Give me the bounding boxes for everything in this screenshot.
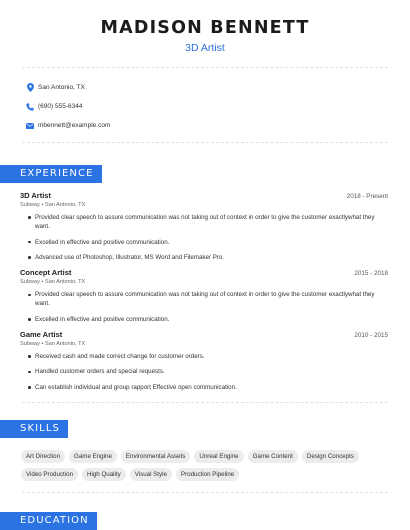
job-bullets	[20, 352, 388, 392]
job-bullet: Handled customer orders and special requests.	[28, 367, 388, 376]
job-dates: 2010 - 2015	[354, 332, 388, 340]
contact-email	[22, 116, 410, 135]
candidate-name: MADISON BENNETT	[100, 18, 310, 38]
education-heading: EDUCATION	[0, 512, 97, 530]
job-bullet: Provided clear speech to assure communication was not taking out of context in order to give the customer exactlywhat they want.	[28, 213, 388, 232]
skill-chip: Game Content	[248, 450, 298, 463]
job-header	[20, 268, 388, 277]
job-header	[20, 191, 388, 200]
candidate-role: 3D Artist	[185, 42, 225, 54]
job-header	[20, 330, 388, 339]
job-title: 3D Artist	[20, 191, 51, 200]
skill-chip: Game Engine	[69, 450, 117, 463]
phone-icon	[22, 103, 38, 111]
skill-chip: Visual Style	[130, 468, 172, 481]
contact-list	[0, 68, 410, 135]
email-icon	[22, 123, 38, 129]
job-bullet: Advanced use of Photoshop, Illustrator, MS Word and Filemaker Pro.	[28, 253, 388, 262]
job-title: Game Artist	[20, 330, 63, 340]
skill-chip: Production Pipeline	[176, 468, 239, 481]
job-bullet: Excelled in effective and positive communication.	[28, 315, 388, 324]
job-employer: Subway • San Antonio, TX	[20, 279, 86, 286]
skill-chip: Art Direction	[21, 450, 65, 463]
job-title: Concept Artist	[20, 268, 72, 278]
experience-heading: EXPERIENCE	[0, 165, 102, 183]
skills-heading-wrap	[0, 418, 410, 438]
skill-chip: Design Concepts	[302, 450, 359, 463]
job-bullet: Can establish individual and group rapport Effective open communication.	[28, 383, 388, 392]
skill-chip: High Quality	[82, 468, 126, 481]
contact-phone-text: (690) 555-6344	[38, 103, 83, 110]
experience-section	[0, 191, 410, 392]
job-employer: Subway • San Antonio, TX	[20, 341, 86, 348]
contact-location-text: San Antonio, TX	[38, 84, 85, 91]
job-bullet: Excelled in effective and positive communication.	[28, 238, 388, 247]
job-entry	[20, 268, 388, 324]
education-heading-wrap	[0, 510, 410, 530]
contact-email-text: mbennett@example.com	[38, 122, 111, 129]
job-bullets	[20, 213, 388, 262]
experience-heading-wrap	[0, 163, 410, 183]
job-employer: Subway • San Antonio, TX	[20, 202, 86, 208]
job-dates: 2018 - Present	[346, 193, 388, 200]
location-pin-icon	[22, 83, 38, 92]
skill-chip: Environmental Assets	[121, 450, 191, 463]
experience-divider	[22, 402, 388, 403]
skill-chip: Video Production	[21, 468, 78, 481]
contacts-divider	[22, 142, 388, 143]
skill-chip: Unreal Engine	[194, 450, 243, 463]
job-bullet: Provided clear speech to assure communication was not taking out of context in order to give the customer exactlywhat they want.	[28, 290, 388, 309]
job-bullets	[20, 290, 388, 324]
job-bullet: Received cash and made correct change for customer orders.	[28, 352, 388, 361]
job-entry	[20, 191, 388, 262]
contact-phone	[22, 97, 410, 116]
skills-list	[0, 450, 410, 481]
contact-location	[22, 78, 410, 97]
skills-divider	[22, 492, 388, 493]
resume-header	[0, 0, 410, 55]
job-entry	[20, 330, 388, 392]
job-dates: 2015 - 2018	[354, 270, 388, 278]
skills-heading: SKILLS	[0, 420, 68, 438]
